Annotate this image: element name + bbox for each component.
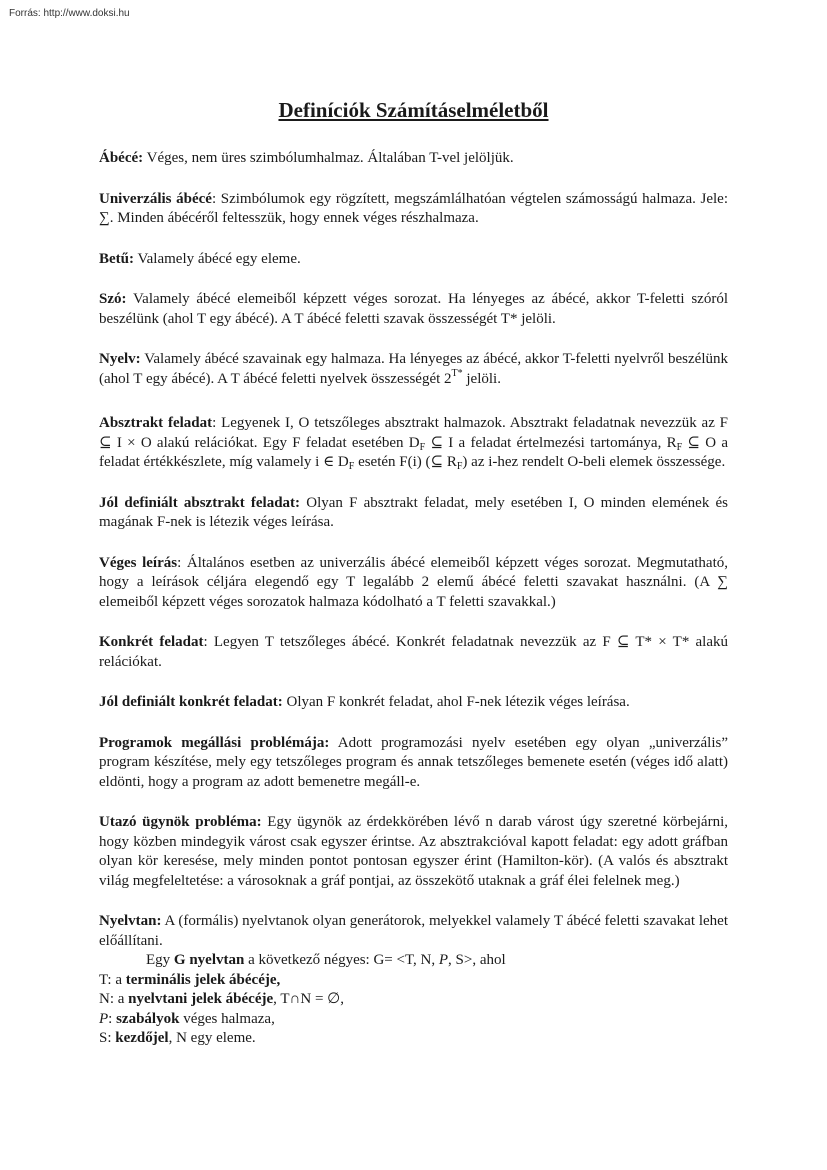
definition-text: : Legyenek I, O tetszőleges absztrakt halmazok. Absztrakt feladatnak nevezzük az F ⊆ I × O alakú relációkat. Egy F feladat esetében D (99, 415, 729, 451)
def-jol-definialt-absztrakt (99, 494, 728, 533)
definition-text: Adott programozási nyelv esetében egy olyan „univerzális” program készítése, mely egy tetszőleges program és annak tetszőleges bemenete esetén (véges idő alatt) eldönti, hogy a program az adott bemenetre megáll-e. (99, 734, 728, 790)
term: kezdőjel (115, 1030, 169, 1046)
document-body (99, 149, 728, 1049)
subscript: F (676, 441, 683, 453)
term: Betű: (99, 250, 134, 267)
term: Univerzális ábécé (99, 190, 212, 207)
definition-text: : Szimbólumok egy rögzített, megszámlálhatóan végtelen számosságú halmaza. Jele: ∑. Minden ábécéről feltesszük, hogy ennek véges részhalmaza. (99, 190, 728, 226)
term: Jól definiált konkrét feladat: (99, 694, 283, 710)
source-url: Forrás: http://www.doksi.hu (9, 8, 130, 19)
term: Konkrét feladat (99, 634, 204, 650)
term: szabályok (116, 1010, 180, 1027)
term: Jól definiált absztrakt feladat: (99, 494, 301, 511)
term: Ábécé: (99, 150, 144, 166)
nyelvtan-item-t (99, 971, 728, 991)
definition-text: Véges, nem üres szimbólumhalmaz. Általában T-vel jelöljük. (143, 150, 514, 166)
definition-text: Valamely ábécé szavainak egy halmaza. Ha lényeges az ábécé, akkor T-feletti nyelvről beszélünk (ahol T egy ábécé). A T ábécé feletti nyelvek összességét 2 (99, 351, 728, 387)
text: : (108, 1010, 117, 1027)
nyelvtan-definition-line (99, 951, 728, 971)
text: N: a (99, 991, 129, 1007)
term: Programok megállási problémája: (99, 734, 330, 751)
text: S: (99, 1030, 116, 1046)
page-title: Definíciók Számításelméletből (278, 98, 549, 122)
def-konkret-feladat (99, 633, 728, 672)
definition-text: Valamely ábécé egy eleme. (134, 250, 301, 267)
def-megallasi-problema (99, 734, 728, 793)
term: terminális jelek ábécéje, (125, 971, 281, 988)
nyelvtan-item-s (99, 1029, 728, 1049)
definition-text: : Legyen T tetszőleges ábécé. Konkrét feladatnak nevezzük az F ⊆ T* × T* alakú relációkat. (99, 634, 728, 670)
definition-text: : Általános esetben az univerzális ábécé elemeiből képzett véges sorozat. Megmutatható, hogy a leírások céljára elegendő egy T legalább 2 elemű ábécé feletti szavakat használni. (A ∑ elemeiből képzett véges sorozatok halmaza kódolható a T feletti szavakkal.) (99, 554, 728, 610)
def-szo (99, 290, 728, 329)
definition-text: ) az i-hez rendelt O-beli elemek összessége. (462, 454, 726, 470)
definition-text: jelöli. (462, 370, 501, 387)
text: Egy (146, 952, 174, 968)
subscript: F (456, 461, 463, 472)
text: , T∩N = ∅, (273, 991, 344, 1007)
term: Szó: (99, 291, 127, 307)
definition-text: ⊆ I a feladat értelmezési tartománya, R (425, 434, 677, 451)
definition-text: Olyan F konkrét feladat, ahol F-nek létezik véges leírása. (282, 694, 630, 710)
def-univerzalis-abece (99, 190, 728, 229)
term: Nyelvtan: (99, 913, 162, 929)
definition-text: ⊆ O a feladat értékkészlete, míg valamely i ∈ D (99, 434, 729, 470)
def-jol-definialt-konkret (99, 693, 728, 713)
definition-text: Olyan F absztrakt feladat, mely esetében I, O minden elemének és magának F-nek is létezik véges leírása. (99, 494, 729, 530)
text: véges halmaza, (179, 1010, 275, 1027)
text: , N egy eleme. (168, 1030, 256, 1046)
term: Nyelv: (99, 351, 141, 367)
definition-text: esetén F(i) (⊆ R (354, 454, 457, 470)
text: a következő négyes: G= <T, N, (244, 952, 439, 968)
subscript: F (348, 461, 355, 472)
text: T: a (99, 971, 126, 988)
term: nyelvtani jelek ábécéje (128, 991, 274, 1007)
def-veges-leiras (99, 554, 728, 613)
def-nyelv (99, 350, 728, 389)
def-betu (99, 250, 728, 270)
term: Absztrakt feladat (99, 415, 213, 431)
definition-text: Valamely ábécé elemeiből képzett véges sorozat. Ha lényeges az ábécé, akkor T-feletti szóról beszélünk (ahol T egy ábécé). A T ábécé feletti szavak összességét T* jelöli. (99, 291, 728, 327)
term: Véges leírás (99, 554, 178, 571)
term: Utazó ügynök probléma: (99, 814, 262, 830)
nyelvtan-item-n (99, 990, 728, 1010)
symbol-p: P (99, 1010, 109, 1027)
superscript: T* (451, 367, 463, 379)
text: , S>, ahol (448, 952, 506, 968)
nyelvtan-item-p (99, 1010, 728, 1030)
def-absztrakt-feladat (99, 414, 728, 473)
subscript: F (419, 441, 426, 453)
def-abece (99, 149, 728, 169)
symbol-p: P (438, 952, 449, 968)
def-utazo-ugynok (99, 813, 728, 891)
definition-text: Egy ügynök az érdekkörében lévő n darab várost úgy szeretné körbejárni, hogy közben mindegyik várost csak egyszer érintse. Az absztrakcióval kapott feladat: egy adott gráfban olyan kör keresése, mely minden pontot pontosan egyszer érint (Hamilton-kör). (A valós és absztrakt világ megfeleltetése: a városoknak a gráf pontjai, az összekötő utaknak a gráf élei felelnek meg.) (99, 814, 728, 889)
definition-text: A (formális) nyelvtanok olyan generátorok, melyekkel valamely T ábécé feletti szavakat lehet előállítani. (99, 913, 728, 949)
term: G nyelvtan (173, 952, 245, 968)
def-nyelvtan (99, 912, 728, 951)
